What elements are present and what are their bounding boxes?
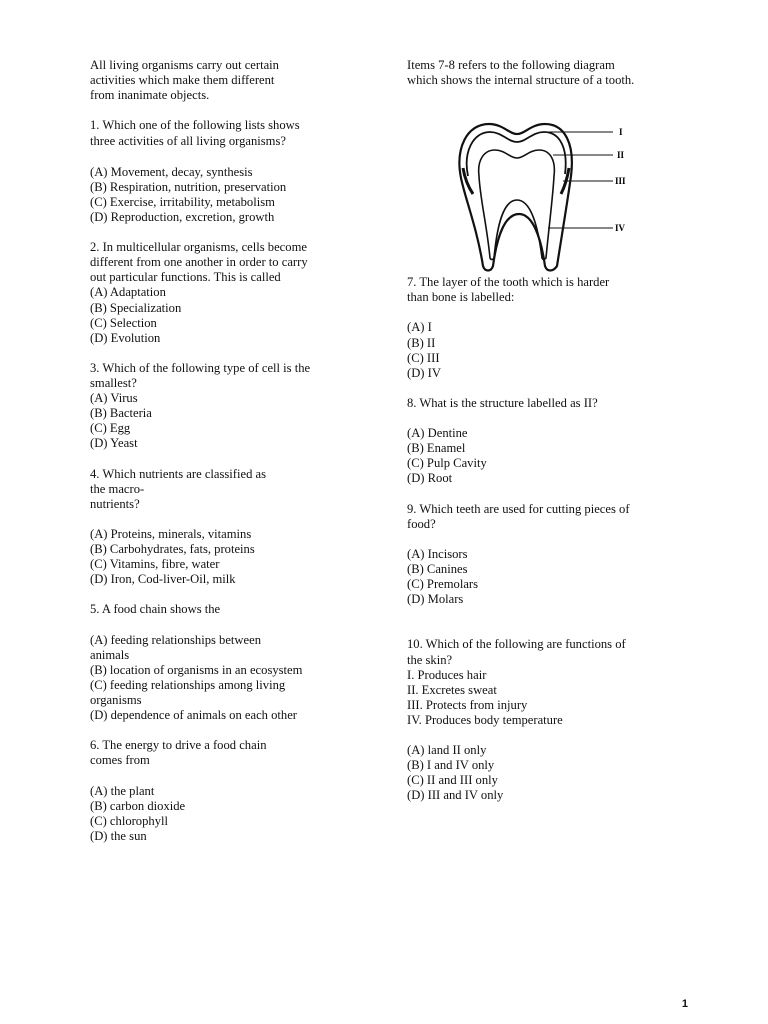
answer-option: (C) feeding relationships among living (90, 677, 286, 692)
answer-option: (B) II (407, 335, 436, 350)
answer-option: (B) Enamel (407, 441, 466, 456)
statement: I. Produces hair (407, 667, 487, 682)
tooth-outline (459, 124, 571, 271)
answer-option: (C) Vitamins, fibre, water (90, 557, 220, 572)
answer-option: (A) Incisors (407, 546, 468, 561)
answer-option: (B) Specialization (90, 300, 182, 315)
diagram-label-III: III (615, 176, 626, 186)
answer-option: (C) III (407, 350, 440, 365)
answer-option: (D) III and IV only (407, 788, 504, 803)
answer-option: (B) Respiration, nutrition, preservation (90, 179, 287, 194)
answer-option: (D) Reproduction, excretion, growth (90, 209, 275, 224)
question-stem: 9. Which teeth are used for cutting pieces of (407, 501, 630, 516)
answer-option: (D) dependence of animals on each other (90, 708, 298, 723)
question-stem: 8. What is the structure labelled as II? (407, 395, 598, 410)
intro-text (90, 58, 362, 103)
question-stem: 2. In multicellular organisms, cells become (90, 240, 307, 255)
statement: II. Excretes sweat (407, 682, 497, 697)
question-stem: 7. The layer of the tooth which is harder (407, 275, 610, 290)
answer-option: (B) carbon dioxide (90, 798, 186, 813)
question-6 (90, 738, 362, 844)
question-stem: different from one another in order to carry (90, 255, 308, 270)
answer-option: (B) location of organisms in an ecosystem (90, 662, 303, 677)
question-5 (90, 602, 362, 723)
question-stem: comes from (90, 753, 150, 768)
answer-option: (D) IV (407, 365, 441, 380)
page-number: 1 (681, 998, 688, 1010)
question-stem: the skin? (407, 652, 453, 667)
question-stem: food? (407, 516, 436, 531)
answer-option: (C) Egg (90, 421, 131, 436)
answer-option: (C) chlorophyll (90, 813, 168, 828)
answer-option: (C) Premolars (407, 577, 478, 592)
intro-line: activities which make them different (90, 73, 275, 88)
answer-option: (D) Iron, Cod-liver-Oil, milk (90, 572, 236, 587)
question-stem: 10. Which of the following are functions of (407, 637, 626, 652)
question-stem: smallest? (90, 375, 137, 390)
intro-line: which shows the internal structure of a tooth. (407, 73, 635, 88)
question-7 (407, 275, 697, 381)
question-stem: 4. Which nutrients are classified as (90, 466, 267, 481)
question-stem: 1. Which one of the following lists shows (90, 118, 300, 133)
question-stem: nutrients? (90, 496, 140, 511)
left-column (90, 58, 362, 844)
answer-option: (A) land II only (407, 743, 487, 758)
answer-option: (D) Yeast (90, 436, 138, 451)
answer-option: (B) I and IV only (407, 758, 495, 773)
answer-option: (A) Proteins, minerals, vitamins (90, 526, 252, 541)
answer-option: (A) feeding relationships between (90, 632, 262, 647)
answer-option: (A) I (407, 320, 432, 335)
answer-option: (A) Dentine (407, 426, 468, 441)
question-stem: out particular functions. This is called (90, 270, 281, 285)
intro-line: from inanimate objects. (90, 88, 210, 103)
answer-option: (D) Molars (407, 592, 464, 607)
answer-option: (C) Selection (90, 315, 157, 330)
answer-option: (A) the plant (90, 783, 155, 798)
diagram-label-I: I (619, 127, 623, 137)
answer-option: (A) Movement, decay, synthesis (90, 164, 253, 179)
question-2 (90, 240, 362, 346)
question-1 (90, 118, 362, 225)
answer-option: (B) Bacteria (90, 406, 152, 421)
diagram-intro (407, 58, 697, 88)
answer-option: (B) Carbohydrates, fats, proteins (90, 542, 255, 556)
statement: III. Protects from injury (407, 697, 528, 712)
pulp-cavity (479, 150, 555, 260)
answer-option: (D) the sun (90, 828, 147, 843)
question-8 (407, 396, 697, 487)
statement: IV. Produces body temperature (407, 712, 563, 727)
answer-option: (C) Exercise, irritability, metabolism (90, 194, 275, 209)
tooth-diagram (407, 118, 657, 273)
question-stem: three activities of all living organisms? (90, 134, 286, 149)
answer-option: (D) Evolution (90, 330, 161, 345)
answer-option: (C) Pulp Cavity (407, 456, 487, 471)
diagram-label-IV: IV (615, 223, 626, 233)
question-stem: 6. The energy to drive a food chain (90, 738, 267, 753)
intro-line: All living organisms carry out certain (90, 58, 279, 72)
answer-option: (A) Virus (90, 391, 138, 406)
answer-option: (D) Root (407, 471, 453, 486)
intro-line: Items 7-8 refers to the following diagram (407, 58, 615, 72)
answer-option: organisms (90, 692, 142, 707)
question-stem: 3. Which of the following type of cell is the (90, 360, 311, 375)
question-4 (90, 467, 362, 588)
enamel-line (467, 132, 566, 176)
question-9 (407, 502, 697, 608)
answer-option: (C) II and III only (407, 773, 498, 788)
question-stem: 5. A food chain shows the (90, 602, 221, 617)
diagram-label-II: II (617, 150, 625, 160)
answer-option: (A) Adaptation (90, 285, 166, 300)
question-stem: than bone is labelled: (407, 290, 515, 305)
question-stem: the macro- (90, 481, 145, 496)
question-10 (407, 637, 697, 803)
answer-option: animals (90, 647, 130, 662)
tooth-svg (407, 118, 657, 273)
answer-option: (B) Canines (407, 561, 468, 576)
question-3 (90, 361, 362, 452)
